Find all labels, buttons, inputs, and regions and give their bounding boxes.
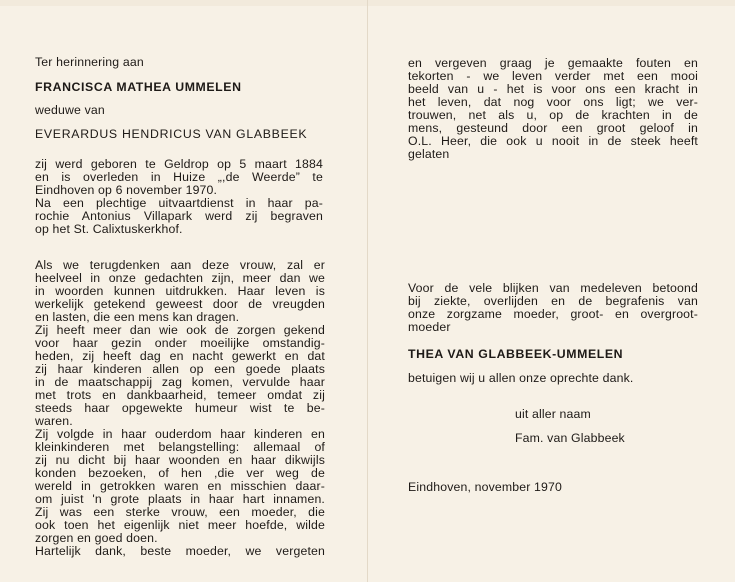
family-name: THEA VAN GLABBEEK-UMMELEN xyxy=(408,347,624,361)
tribute-line: in woorden kunnen uitdrukken. Haar leven is xyxy=(35,284,325,298)
signoff-line: uit aller naam xyxy=(515,407,591,421)
bio-line: en is overleden in Huize „,de Weerde” te xyxy=(35,170,323,184)
tribute-line: zij nu dicht bij haar woonden en haar dikwijls xyxy=(35,453,325,467)
tribute-line: Zij was een sterke vrouw, een moeder, die xyxy=(35,505,325,519)
bio-line: zij werd geboren te Geldrop op 5 maart 1884 xyxy=(35,157,323,171)
tribute-line: werkelijk getekend geweest door de vreugden xyxy=(35,297,325,311)
continuation-line: en vergeven graag je gemaakte fouten en xyxy=(408,56,698,70)
tribute-line: Hartelijk dank, beste moeder, we vergeten xyxy=(35,544,325,558)
continuation-line: trouwen, net als u, op de krachten in de xyxy=(408,108,698,122)
gratitude-line: betuigen wij u allen onze oprechte dank. xyxy=(408,371,634,385)
continuation-line: beeld van u - het is voor ons een kracht in xyxy=(408,82,698,96)
fold-line xyxy=(367,0,368,582)
spouse-name: EVERARDUS HENDRICUS VAN GLABBEEK xyxy=(35,127,308,141)
thanks-line: Voor de vele blijken van medeleven betoond xyxy=(408,281,698,295)
continuation-line: mens, gesteund door een groot geloof in xyxy=(408,121,698,135)
tribute-line: Als we terugdenken aan deze vrouw, zal er xyxy=(35,258,325,272)
signoff-family: Fam. van Glabbeek xyxy=(515,431,625,445)
bio-line: rochie Antonius Villapark werd zij begraven xyxy=(35,209,323,223)
widow-of-label: weduwe van xyxy=(35,103,105,117)
tribute-line: steeds haar opgewekte humeur wist te be- xyxy=(35,401,325,415)
continuation-line: het leven, dat nog voor ons ligt; we ver- xyxy=(408,95,698,109)
deceased-name: FRANCISCA MATHEA UMMELEN xyxy=(35,80,242,94)
tribute-line: heelveel in onze gedachten zijn, meer dan we xyxy=(35,271,325,285)
bio-line: Eindhoven op 6 november 1970. xyxy=(35,183,218,197)
place-date: Eindhoven, november 1970 xyxy=(408,480,563,494)
tribute-line: in de maatschappij zag komen, vervulde haar xyxy=(35,375,325,389)
tribute-line: Zij heeft meer dan wie ook de zorgen gekend xyxy=(35,323,325,337)
tribute-line: om juist 'n grote plaats in haar hart innamen. xyxy=(35,492,325,506)
tribute-line: en lasten, die een mens kan dragen. xyxy=(35,310,240,324)
tribute-line: waren. xyxy=(35,414,73,428)
tribute-line: heden, zij heeft dag en nacht gewerkt en dat xyxy=(35,349,325,363)
tribute-line: Zij volgde in haar ouderdom haar kinderen en xyxy=(35,427,325,441)
thanks-line: bij ziekte, overlijden en de begrafenis van xyxy=(408,294,698,308)
tribute-line: met trots en dankbaarheid, temeer omdat zij xyxy=(35,388,325,402)
tribute-line: konden bezoeken, of hen ,die ver weg de xyxy=(35,466,325,480)
continuation-line: gelaten xyxy=(408,147,450,161)
tribute-line: zorgen en goed doen. xyxy=(35,531,158,545)
remembrance-heading: Ter herinnering aan xyxy=(35,55,144,69)
tribute-line: zij haar kinderen allen op een goede plaats xyxy=(35,362,325,376)
thanks-line: onze zorgzame moeder, groot- en overgroot- xyxy=(408,307,698,321)
bio-line: op het St. Calixtuskerkhof. xyxy=(35,222,183,236)
tribute-line: wereld in getrokken waren en misschien daar- xyxy=(35,479,325,493)
continuation-line: O.L. Heer, die ook u nooit in de steek heeft xyxy=(408,134,698,148)
tribute-line: voor haar gezin onder moeilijke omstandig- xyxy=(35,336,325,350)
tribute-line: kleinkinderen met belangstelling: allemaal of xyxy=(35,440,325,454)
thanks-line: moeder xyxy=(408,320,451,334)
continuation-line: tekorten - we leven verder met een mooi xyxy=(408,69,698,83)
tribute-line: ook toen het eigenlijk niet meer hoefde, wilde xyxy=(35,518,325,532)
bio-line: Na een plechtige uitvaartdienst in haar pa- xyxy=(35,196,323,210)
